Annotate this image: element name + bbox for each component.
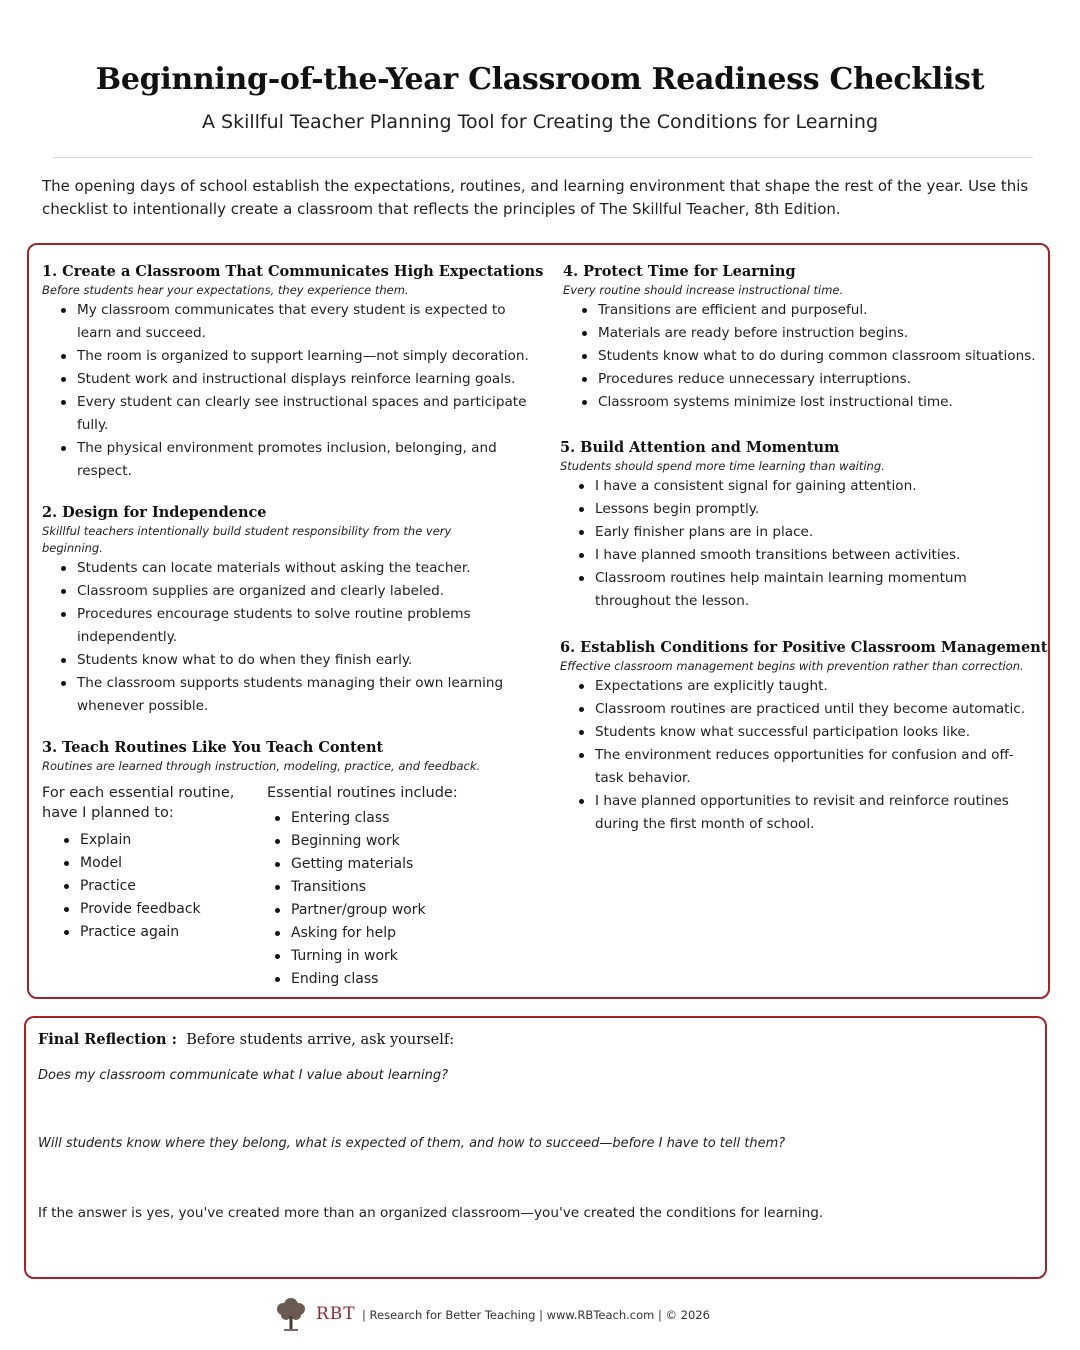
reflection-question: Does my classroom communicate what I value about learning? [38,1068,449,1083]
list-item: Practice again [45,921,245,944]
list-item: Transitions [256,876,506,899]
list-item: I have a consistent signal for gaining attention. [560,475,1040,498]
list-item: Turning in work [256,945,506,968]
section-subtitle: Before students hear your expectations, they experience them. [42,283,409,297]
routine-types-lead: Essential routines include: [267,785,458,801]
section-attention-momentum [560,438,1040,613]
rbt-logo-text: RBT [316,1304,356,1324]
section-title: 5. Build Attention and Momentum [560,439,840,456]
list-item: Students can locate materials without asking the teacher. [42,557,512,580]
list-item: I have planned opportunities to revisit and reinforce routines during the first month of school. [560,790,1040,836]
list-item: Asking for help [256,922,506,945]
list-item: Expectations are explicitly taught. [560,675,1040,698]
list-item: The physical environment promotes inclusion, belonging, and respect. [42,437,542,483]
checklist [563,299,1043,414]
list-item: Classroom routines are practiced until they become automatic. [560,698,1040,721]
tree-logo-icon [274,1296,308,1332]
section-title: 6. Establish Conditions for Positive Classroom Management [560,639,1048,656]
routine-plan-list [45,829,245,944]
list-item: Ending class [256,968,506,991]
section-title: 1. Create a Classroom That Communicates High Expectations [42,263,544,280]
list-item: Partner/group work [256,899,506,922]
list-item: Practice [45,875,245,898]
list-item: Classroom routines help maintain learning momentum throughout the lesson. [560,567,1040,613]
section-title: 2. Design for Independence [42,504,267,521]
footer-text: | Research for Better Teaching | www.RBTeach.com | © 2026 [362,1308,710,1322]
list-item: Students know what to do during common classroom situations. [563,345,1043,368]
section-title: 4. Protect Time for Learning [563,263,796,280]
list-item: Classroom supplies are organized and clearly labeled. [42,580,512,603]
list-item: Lessons begin promptly. [560,498,1040,521]
reflection-heading [38,1030,454,1050]
section-subtitle: Every routine should increase instructional time. [563,283,844,297]
list-item: Every student can clearly see instructional spaces and participate fully. [42,391,542,437]
section-subtitle: Routines are learned through instruction, modeling, practice, and feedback. [42,759,481,773]
section-independence [42,503,512,718]
section-subtitle: Students should spend more time learning than waiting. [560,459,885,473]
list-item: Students know what successful participation looks like. [560,721,1040,744]
header-divider [53,157,1033,158]
list-item: My classroom communicates that every student is expected to learn and succeed. [42,299,542,345]
section-routines [42,738,542,775]
list-item: Provide feedback [45,898,245,921]
list-item: The environment reduces opportunities for confusion and off-task behavior. [560,744,1040,790]
checklist [42,557,512,718]
list-item: The room is organized to support learning—not simply decoration. [42,345,542,368]
footer [0,1296,1080,1336]
intro-paragraph: The opening days of school establish the expectations, routines, and learning environment that shape the rest of the year. Use this checklist to intentionally create a classroom that reflects the principles of The Skillful Teacher, 8th Edition. [42,177,1029,218]
list-item: Procedures reduce unnecessary interruptions. [563,368,1043,391]
list-item: Materials are ready before instruction begins. [563,322,1043,345]
checklist [560,675,1040,836]
list-item: Student work and instructional displays reinforce learning goals. [42,368,542,391]
checklist [560,475,1040,613]
section-classroom-management [560,638,1048,836]
list-item: Entering class [256,807,506,830]
list-item: Transitions are efficient and purposeful. [563,299,1043,322]
routine-types-list [256,807,506,991]
section-high-expectations [42,262,542,483]
section-title: 3. Teach Routines Like You Teach Content [42,739,384,756]
list-item: Early finisher plans are in place. [560,521,1040,544]
list-item: I have planned smooth transitions between activities. [560,544,1040,567]
list-item: Explain [45,829,245,852]
reflection-question: Will students know where they belong, what is expected of them, and how to succeed—before I have to tell them? [38,1136,786,1151]
section-subtitle: Effective classroom management begins with prevention rather than correction. [560,659,1024,673]
list-item: Getting materials [256,853,506,876]
routine-plan-lead: For each essential routine, have I planned to: [42,785,235,821]
reflection-closing: If the answer is yes, you've created more than an organized classroom—you've created the conditions for learning. [38,1205,824,1221]
page-subtitle: A Skillful Teacher Planning Tool for Creating the Conditions for Learning [201,111,879,133]
list-item: Beginning work [256,830,506,853]
checklist [42,299,542,483]
reflection-label: Final Reflection : [38,1031,177,1048]
section-subtitle: Skillful teachers intentionally build student responsibility from the very beginning. [42,524,452,555]
section-protect-time [563,262,1043,414]
list-item: Classroom systems minimize lost instructional time. [563,391,1043,414]
page-title: Beginning-of-the-Year Classroom Readiness Checklist [95,62,985,97]
list-item: Students know what to do when they finish early. [42,649,512,672]
reflection-prompt: Before students arrive, ask yourself: [186,1032,455,1048]
list-item: Procedures encourage students to solve routine problems independently. [42,603,512,649]
list-item: Model [45,852,245,875]
list-item: The classroom supports students managing their own learning whenever possible. [42,672,512,718]
